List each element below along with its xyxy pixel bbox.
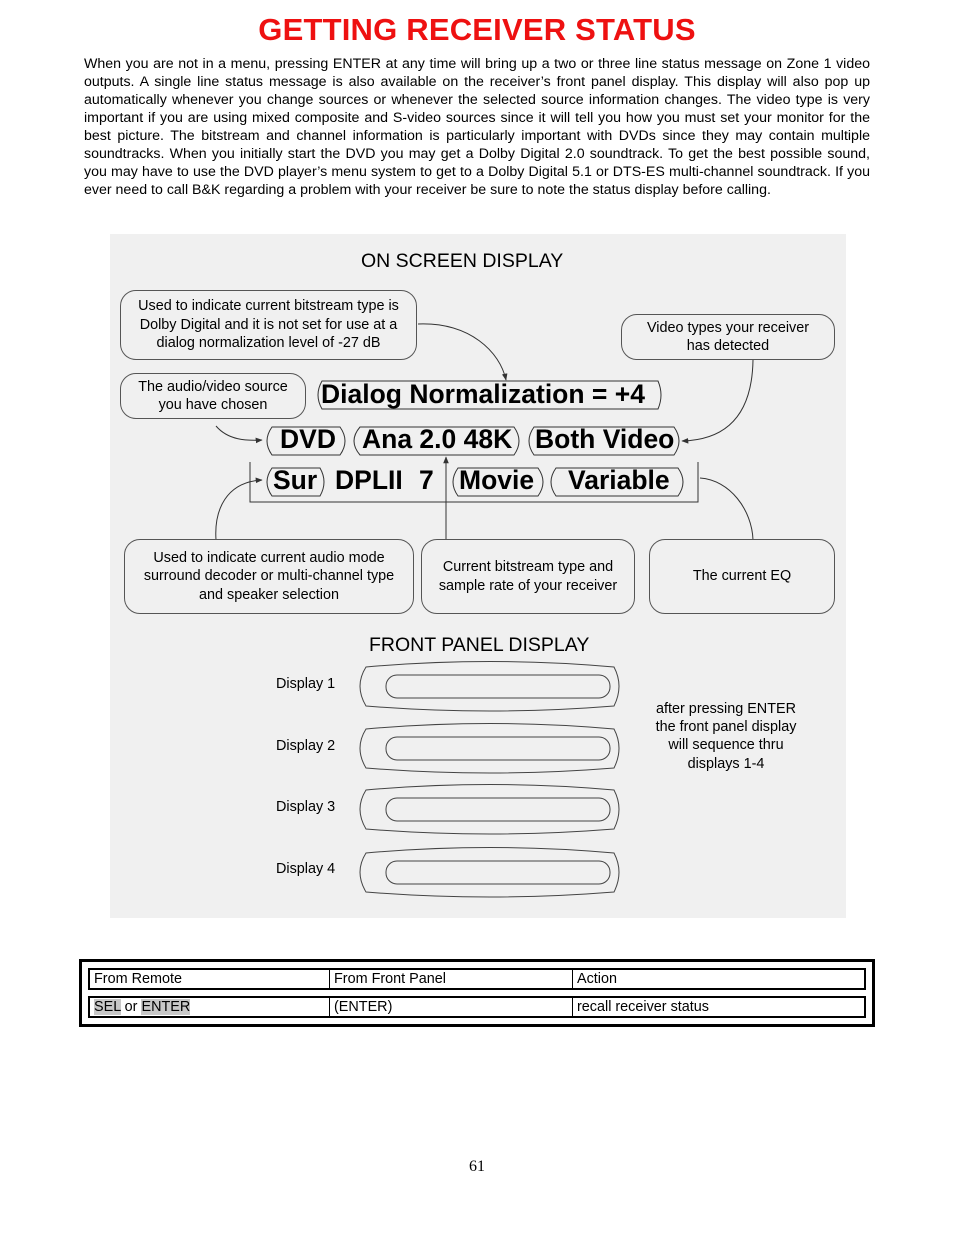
display-3-label: Display 3 xyxy=(276,799,336,815)
command-table xyxy=(79,959,875,1027)
callout-dialog-normalization xyxy=(120,290,417,360)
table-row xyxy=(88,996,866,1018)
osd-eq: Variable xyxy=(568,465,670,495)
callout-dialog-normalization-text: Used to indicate current bitstream type is Dolby Digital and it is not set for use at a dialog normalization level of -27 dB xyxy=(138,298,399,352)
callout-audio-mode-text: Used to indicate current audio mode surround decoder or multi-channel type and speaker selection xyxy=(143,549,395,603)
table-header-row xyxy=(88,968,866,990)
osd-surround-mode: Sur xyxy=(273,465,318,495)
display-2-label: Display 2 xyxy=(276,738,336,754)
osd-source: DVD xyxy=(280,424,336,454)
osd-bitstream: Ana 2.0 48K xyxy=(362,424,513,454)
table-cell-remote xyxy=(90,998,330,1016)
callout-source xyxy=(120,373,306,419)
osd-decoder: DPLII xyxy=(335,465,403,495)
osd-video-type: Both Video xyxy=(535,424,675,454)
front-panel-heading: FRONT PANEL DISPLAY xyxy=(369,634,590,656)
callout-source-text: The audio/video source you have chosen xyxy=(138,378,288,413)
callout-eq-text: The current EQ xyxy=(692,568,792,585)
table-header-action: Action xyxy=(577,971,617,987)
callout-video-types xyxy=(621,314,835,360)
enter-key: ENTER xyxy=(141,999,191,1015)
callout-video-types-text: Video types your receiver has detected xyxy=(646,319,810,354)
page-number: 61 xyxy=(469,1158,485,1175)
table-header-front-panel: From Front Panel xyxy=(330,970,573,988)
intro-paragraph: When you are not in a menu, pressing ENTER at any time will bring up a two or three line status message on Zone 1 video outputs. A single line status message is also available on the receiver’s front panel display. This display will also pop up automatically whenever you change sources or whenever the selected source information changes. The video type is very important if you are using mixed composite and S-video sources since it will tell you how you must set your monitor for the best picture. The bitstream and channel information is particularly important with DVDs since they may contain multiple soundtracks. When you initially start the DVD you may get a Dolby Digital 2.0 soundtrack. To get the best possible sound, you may have to use the DVD player’s menu system to get to a Dolby Digital 5.1 or DTS-ES multi-channel soundtrack. If you ever need to call B&K regarding a problem with your receiver be sure to note the status display before calling. xyxy=(84,56,870,198)
callout-audio-mode xyxy=(124,539,414,614)
osd-movie: Movie xyxy=(459,465,535,495)
display-4-label: Display 4 xyxy=(276,861,336,877)
table-header-remote: From Remote xyxy=(90,970,330,988)
table-cell-action: recall receiver status xyxy=(577,999,709,1015)
table-cell-front-panel: (ENTER) xyxy=(330,998,573,1016)
sel-key: SEL xyxy=(94,999,121,1015)
osd-heading: ON SCREEN DISPLAY xyxy=(361,250,564,272)
osd-speakers: 7 xyxy=(419,465,434,495)
osd-dialog-normalization: Dialog Normalization = +4 xyxy=(321,379,645,409)
callout-bitstream xyxy=(421,539,635,614)
callout-eq xyxy=(649,539,835,614)
display-sequence-note: after pressing ENTER the front panel display will sequence thru displays 1-4 xyxy=(655,701,797,772)
callout-bitstream-text: Current bitstream type and sample rate of your receiver xyxy=(438,559,618,594)
page-title: GETTING RECEIVER STATUS xyxy=(258,12,696,47)
or-text: or xyxy=(120,999,142,1015)
display-1-label: Display 1 xyxy=(276,676,336,692)
